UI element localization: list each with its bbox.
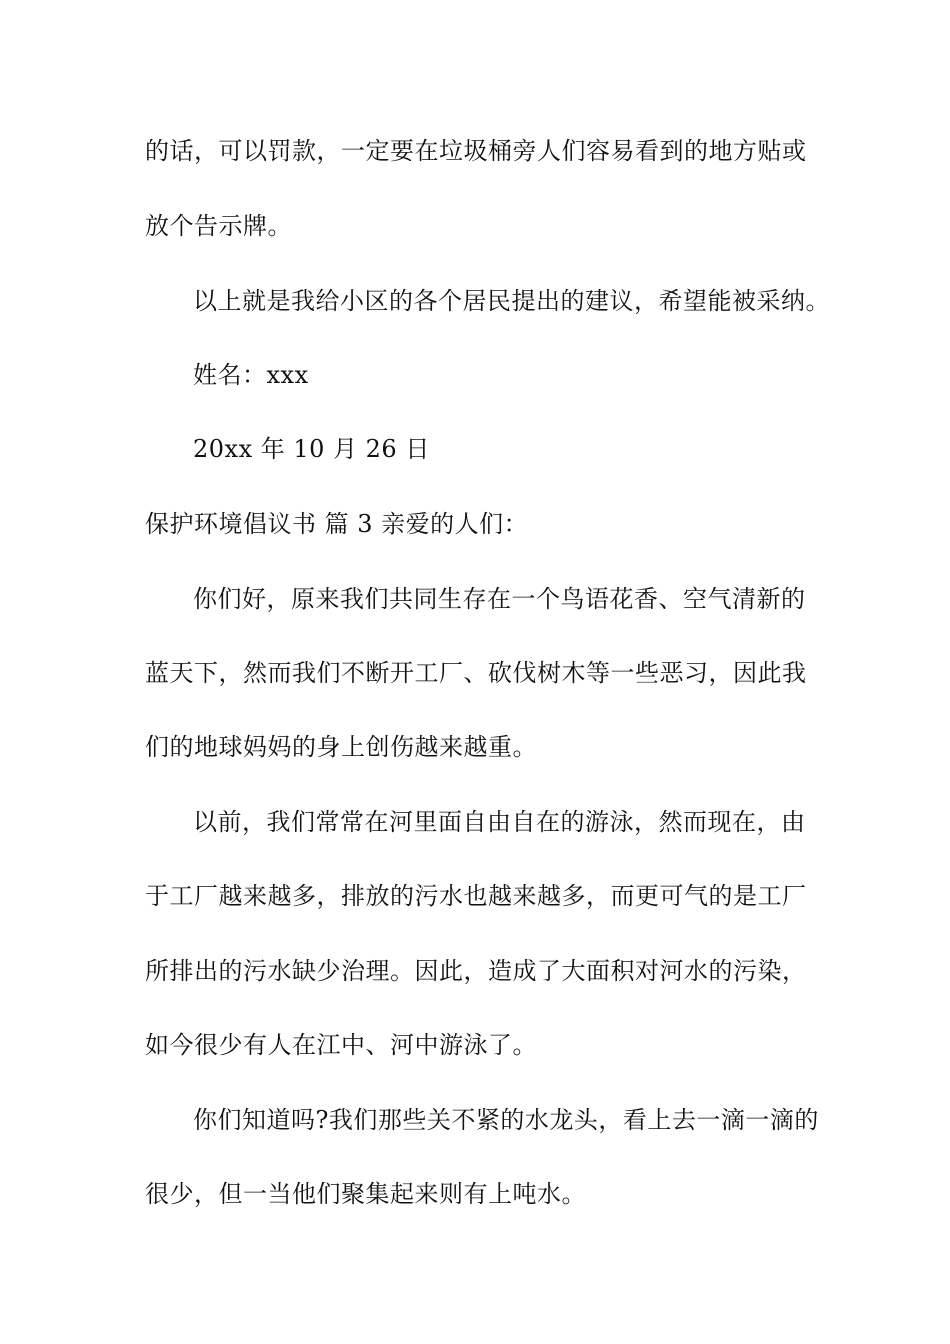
text-line: 的话，可以罚款，一定要在垃圾桶旁人们容易看到的地方贴或 — [145, 137, 807, 165]
text-line: 们的地球妈妈的身上创伤越来越重。 — [145, 733, 537, 761]
text-line: 放个告示牌。 — [145, 212, 292, 240]
text-line: 所排出的污水缺少治理。因此，造成了大面积对河水的污染， — [145, 957, 807, 985]
text-line: 以上就是我给小区的各个居民提出的建议，希望能被采纳。 — [193, 287, 830, 315]
text-line: 你们知道吗?我们那些关不紧的水龙头，看上去一滴一滴的 — [193, 1106, 819, 1134]
signature-name: 姓名：xxx — [193, 361, 309, 389]
text-line: 于工厂越来越多，排放的污水也越来越多，而更可气的是工厂 — [145, 882, 807, 910]
text-line: 很少，但一当他们聚集起来则有上吨水。 — [145, 1180, 586, 1208]
text-line: 如今很少有人在江中、河中游泳了。 — [145, 1031, 537, 1059]
signature-date: 20xx 年 10 月 26 日 — [193, 435, 430, 463]
text-line: 你们好，原来我们共同生存在一个鸟语花香、空气清新的 — [193, 585, 806, 613]
section-heading: 保护环境倡议书 篇 3 亲爱的人们： — [145, 510, 529, 538]
text-line: 蓝天下，然而我们不断开工厂、砍伐树木等一些恶习，因此我 — [145, 659, 807, 687]
text-line: 以前，我们常常在河里面自由自在的游泳，然而现在，由 — [193, 808, 806, 836]
